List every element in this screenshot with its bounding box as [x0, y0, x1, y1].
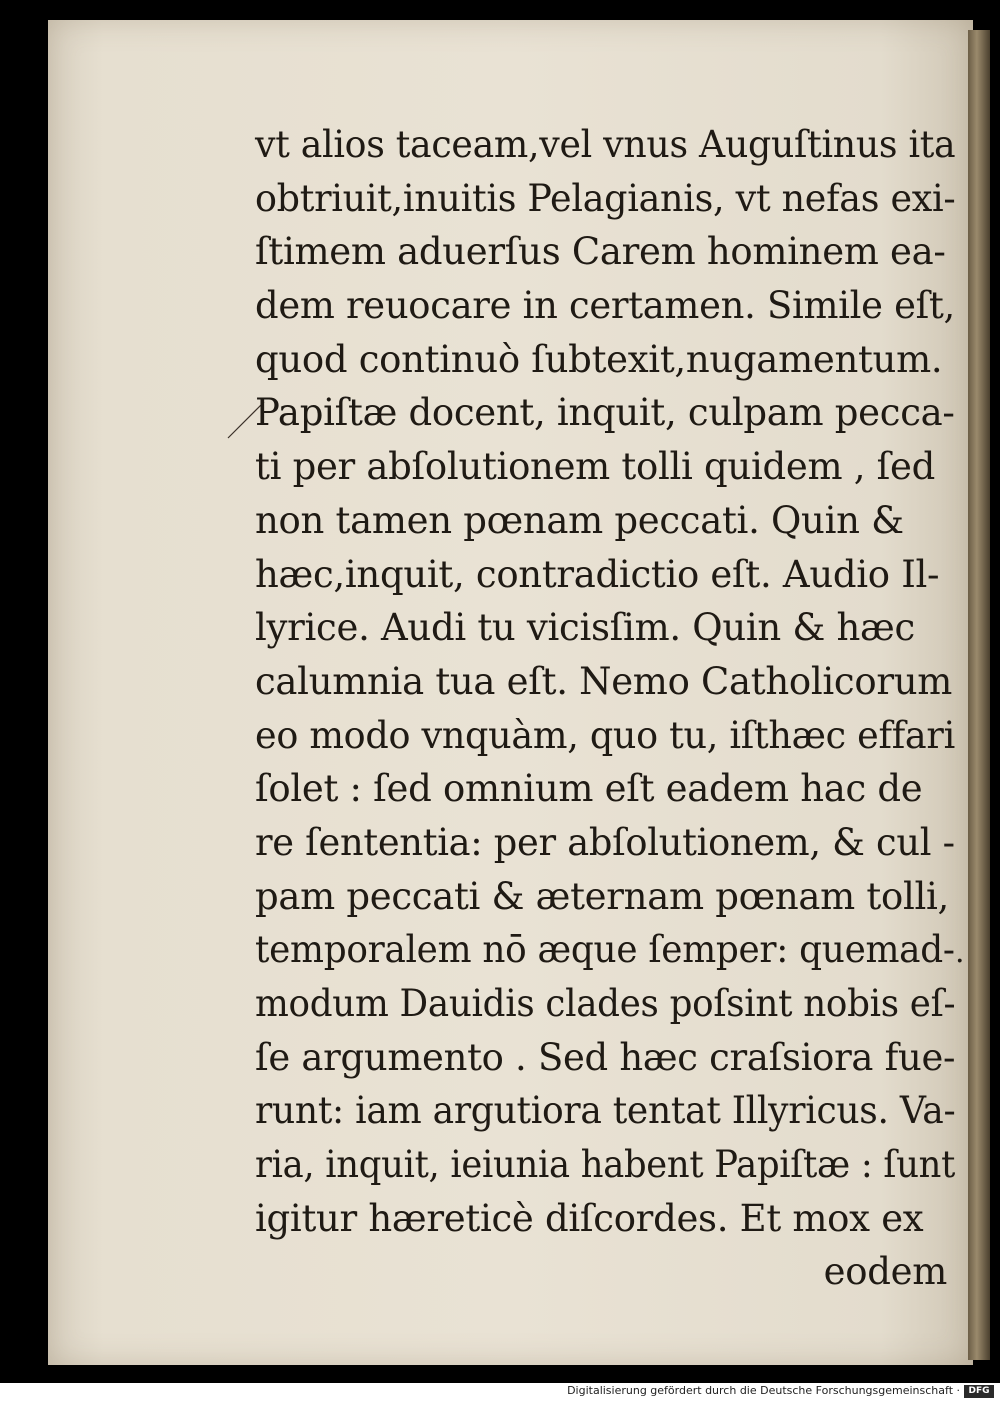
text-line: obtriuit,inuitis Pelagianis, vt nefas exi-: [255, 176, 956, 220]
text-line: re ſententia: per abſolutionem, & cul -: [255, 820, 955, 864]
text-line: ſe argumento . Sed hæc craſsiora fue-: [255, 1035, 956, 1079]
text-line: temporalem nō æque ſemper: quemad-: [255, 928, 955, 972]
text-line: modum Dauidis clades poſsint nobis eſ-: [255, 982, 956, 1025]
text-line: runt: iam argutiora tentat Illyricus. Va-: [255, 1089, 956, 1133]
catchword: eodem: [823, 1250, 947, 1294]
text-line: dem reuocare in certamen. Simile eſt,: [255, 284, 955, 328]
text-line: non tamen pœnam peccati. Quin &: [255, 498, 904, 542]
text-line: vt alios taceam,vel vnus Auguſtinus ita: [255, 123, 956, 166]
text-line: lyrice. Audi tu vicisſim. Quin & hæc: [255, 606, 915, 650]
dfg-logo-icon: DFG: [964, 1385, 994, 1398]
text-line: hæc,inquit, contradictio eſt. Audio Il-: [255, 552, 940, 596]
text-line: igitur hæreticè diſcordes. Et mox ex: [255, 1196, 924, 1240]
margin-dot-icon: .: [955, 935, 965, 970]
funding-credit: Digitalisierung gefördert durch die Deutsche Forschungsgemeinschaft ·: [567, 1384, 960, 1397]
text-line: ſolet : ſed omnium eſt eadem hac de: [255, 767, 923, 811]
text-line: ſtimem aduerſus Carem hominem ea-: [255, 230, 946, 274]
text-line: Papiſtæ docent, inquit, culpam pecca-: [255, 391, 955, 435]
text-line: quod continuò ſubtexit,nugamentum.: [255, 337, 943, 381]
footer-bar: [0, 1383, 1000, 1401]
page-edge: [968, 30, 990, 1360]
text-line: calumnia tua eſt. Nemo Catholicorum: [255, 659, 953, 703]
body-text: [255, 118, 955, 1299]
text-line: ti per abſolutionem tolli quidem , ſed: [255, 445, 936, 489]
text-line: ria, inquit, ieiunia habent Papiſtæ : ſunt: [255, 1143, 956, 1187]
text-line: pam peccati & æternam pœnam tolli,: [255, 874, 950, 918]
text-line: eo modo vnquàm, quo tu, iſthæc effari: [255, 713, 955, 757]
